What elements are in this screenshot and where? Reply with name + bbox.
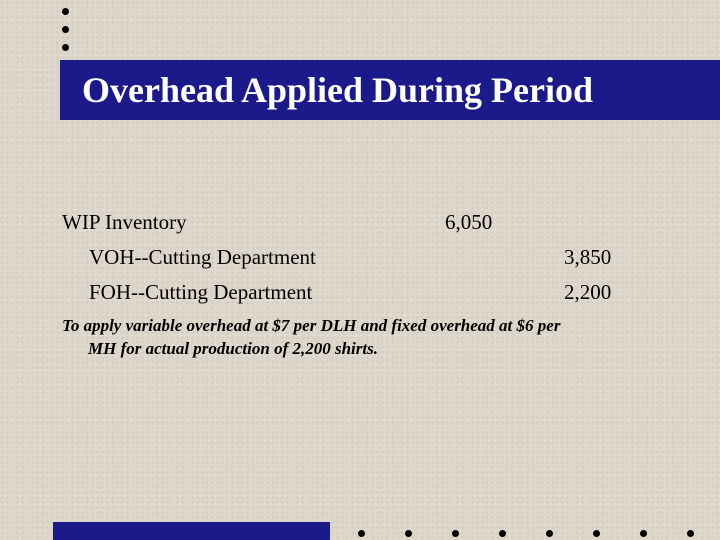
decorative-dot xyxy=(452,530,459,537)
decorative-dot xyxy=(405,530,412,537)
decorative-dot xyxy=(593,530,600,537)
credit-account-foh: FOH--Cutting Department xyxy=(89,280,313,304)
explanation-line-1: To apply variable overhead at $7 per DLH and fixed overhead at $6 per xyxy=(62,316,561,335)
decorative-dot xyxy=(546,530,553,537)
credit-account-voh: VOH--Cutting Department xyxy=(89,245,316,269)
explanation-line-2: MH for actual production of 2,200 shirts. xyxy=(88,339,378,358)
decorative-dot xyxy=(62,44,69,51)
debit-amount: 6,050 xyxy=(445,210,493,234)
slide-title: Overhead Applied During Period xyxy=(82,70,594,110)
decorative-dot xyxy=(640,530,647,537)
debit-account: WIP Inventory xyxy=(62,210,187,234)
entry-explanation xyxy=(62,314,672,360)
decorative-dot xyxy=(499,530,506,537)
title-bar xyxy=(60,60,720,120)
credit-amount-foh: 2,200 xyxy=(564,280,612,304)
decorative-dot xyxy=(358,530,365,537)
decorative-dot xyxy=(62,26,69,33)
credit-amount-voh: 3,850 xyxy=(564,245,612,269)
decorative-dot xyxy=(62,8,69,15)
decorative-dot xyxy=(687,530,694,537)
footer-bar xyxy=(53,522,330,540)
